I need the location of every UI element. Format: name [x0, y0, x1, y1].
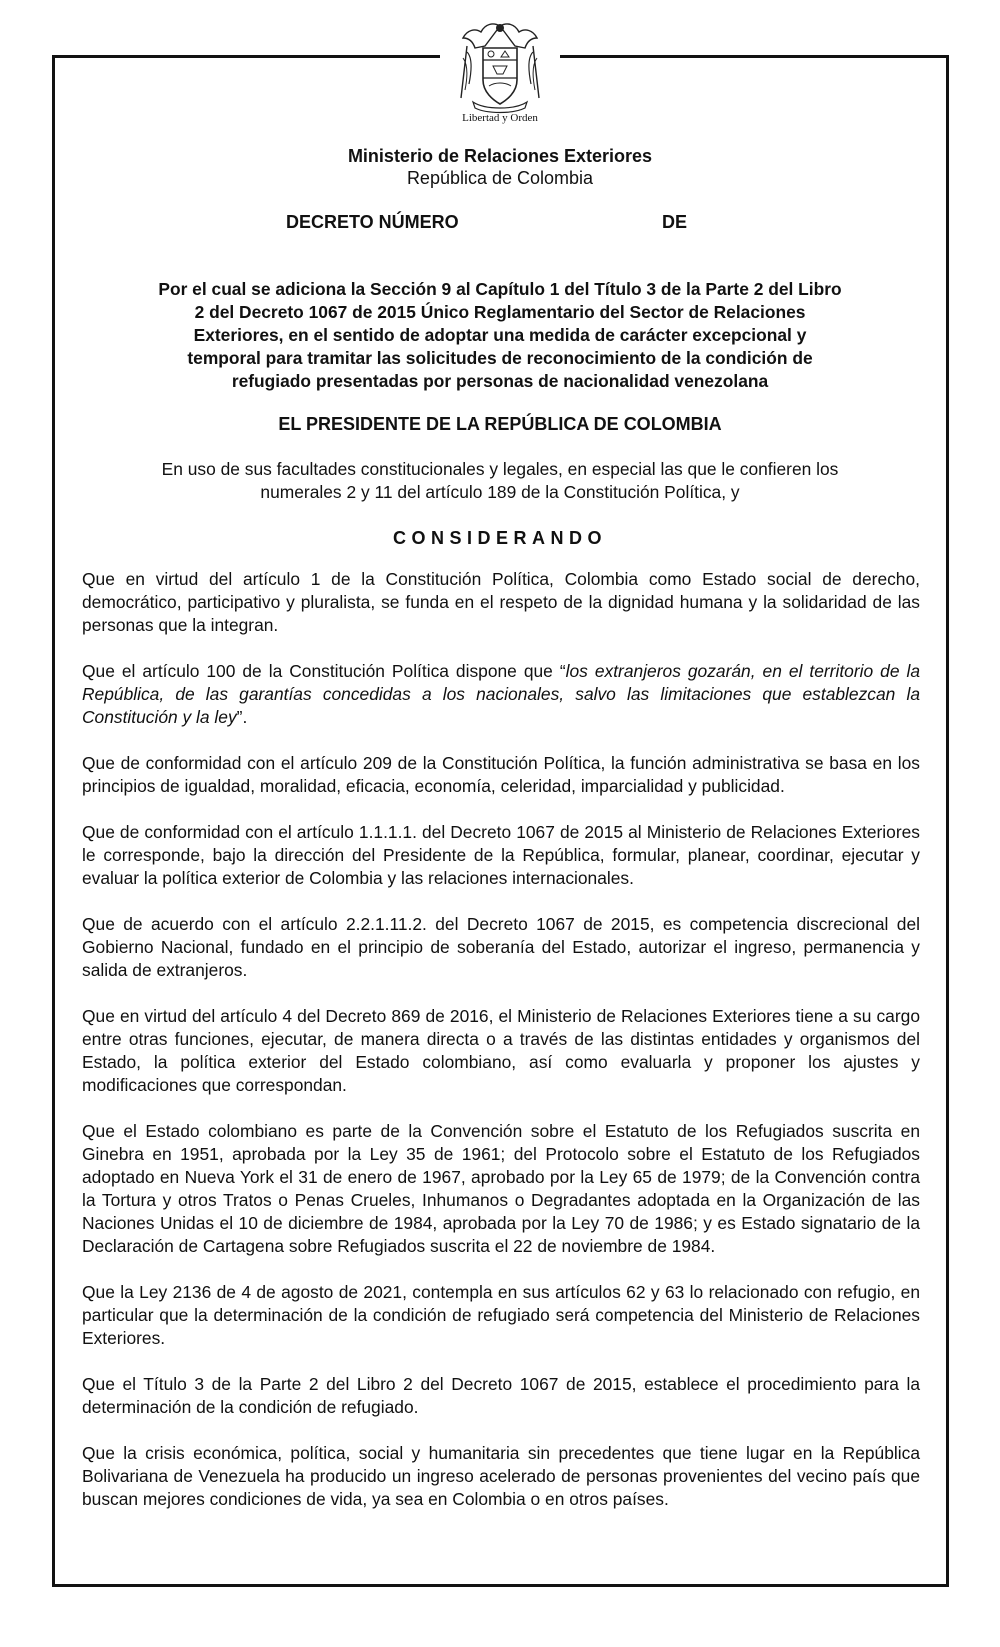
title-line: 2 del Decreto 1067 de 2015 Único Reglamentario del Sector de Relaciones — [194, 302, 806, 322]
paragraph: Que en virtud del artículo 4 del Decreto 869 de 2016, el Ministerio de Relaciones Exteriores tiene a su cargo entre otras funciones, ejecutar, de manera directa o a través de las distintas entidades y organismos del Estado, la política exterior del Estado colombiano, así como evaluarla y proponer los ajustes y modificaciones que correspondan. — [82, 1006, 920, 1095]
paragraph: Que la crisis económica, política, social y humanitaria sin precedentes que tiene lugar en la República Bolivariana de Venezuela ha producido un ingreso acelerado de personas provenientes del vecino país que buscan mejores condiciones de vida, ya sea en Colombia o en otros países. — [82, 1443, 920, 1509]
paragraph-text: ”. — [236, 707, 248, 727]
republic-name: República de Colombia — [406, 168, 594, 188]
paragraph: Que de conformidad con el artículo 1.1.1.1. del Decreto 1067 de 2015 al Ministerio de Relaciones Exteriores le corresponde, bajo la dirección del Presidente de la República, formular, planear, coordinar, ejecutar y evaluar la política exterior de Colombia y las relaciones internacionales. — [82, 822, 920, 888]
paragraph: Que de acuerdo con el artículo 2.2.1.11.2. del Decreto 1067 de 2015, es competencia discrecional del Gobierno Nacional, fundado en el principio de soberanía del Estado, autorizar el ingreso, permanencia y salida de extranjeros. — [82, 914, 920, 980]
powers-statement — [108, 458, 892, 504]
president-heading: EL PRESIDENTE DE LA REPÚBLICA DE COLOMBIA — [278, 414, 722, 434]
paragraph: Que de conformidad con el artículo 209 de la Constitución Política, la función administrativa se basa en los principios de igualdad, moralidad, eficacia, economía, celeridad, imparcialidad y publicidad. — [82, 753, 920, 796]
title-line: Exteriores, en el sentido de adoptar una medida de carácter excepcional y — [193, 325, 807, 345]
title-line: refugiado presentadas por personas de nacionalidad venezolana — [231, 371, 769, 391]
powers-line: En uso de sus facultades constitucionales y legales, en especial las que le confieren los — [161, 459, 839, 479]
paragraph: Que en virtud del artículo 1 de la Constitución Política, Colombia como Estado social de derecho, democrático, participativo y pluralista, se funda en el respeto de la dignidad humana y la solidaridad de las personas que la integran. — [82, 569, 920, 635]
title-line: temporal para tramitar las solicitudes de reconocimiento de la condición de — [187, 348, 813, 368]
paragraph-text: Que el artículo 100 de la Constitución Política dispone que “ — [82, 661, 566, 681]
paragraph: Que el Título 3 de la Parte 2 del Libro 2 del Decreto 1067 de 2015, establece el procedimiento para la determinación de la condición de refugiado. — [82, 1374, 920, 1417]
decree-de-label: DE — [662, 212, 688, 232]
powers-line: numerales 2 y 11 del artículo 189 de la Constitución Política, y — [260, 482, 740, 502]
coat-of-arms-icon — [455, 18, 545, 114]
decree-title — [108, 278, 892, 393]
paragraph: Que la Ley 2136 de 4 de agosto de 2021, contempla en sus artículos 62 y 63 lo relacionado con refugio, en particular que la determinación de la condición de refugiado será competencia del Ministerio de Relaciones Exteriores. — [82, 1282, 920, 1348]
decree-number-label: DECRETO NÚMERO — [286, 212, 459, 232]
quoted-text: los extranjeros gozarán, en el territorio de la República, de las garantías concedidas a los nacionales, salvo las limitaciones que establezcan la Constitución y la ley — [82, 661, 921, 727]
considerations-body — [82, 568, 920, 1534]
ministry-name: Ministerio de Relaciones Exteriores — [347, 146, 653, 166]
title-line: Por el cual se adiciona la Sección 9 al Capítulo 1 del Título 3 de la Parte 2 del Libro — [158, 279, 842, 299]
paragraph — [82, 660, 920, 729]
considerando-heading: CONSIDERANDO — [392, 528, 607, 548]
paragraph: Que el Estado colombiano es parte de la Convención sobre el Estatuto de los Refugiados suscrita en Ginebra en 1951, aprobada por la Ley 35 de 1961; del Protocolo sobre el Estatuto de los Refugiados adoptado en Nueva York el 31 de enero de 1967, aprobado por la Ley 65 de 1979; de la Convención contra la Tortura y otros Tratos o Penas Crueles, Inhumanos o Degradantes adoptada en la Organización de las Naciones Unidas el 10 de diciembre de 1984, aprobada por la Ley 70 de 1986; y es Estado signatario de la Declaración de Cartagena sobre Refugiados suscrita el 22 de noviembre de 1984. — [82, 1121, 920, 1256]
motto: Libertad y Orden — [462, 112, 538, 124]
coat-of-arms — [440, 18, 560, 130]
